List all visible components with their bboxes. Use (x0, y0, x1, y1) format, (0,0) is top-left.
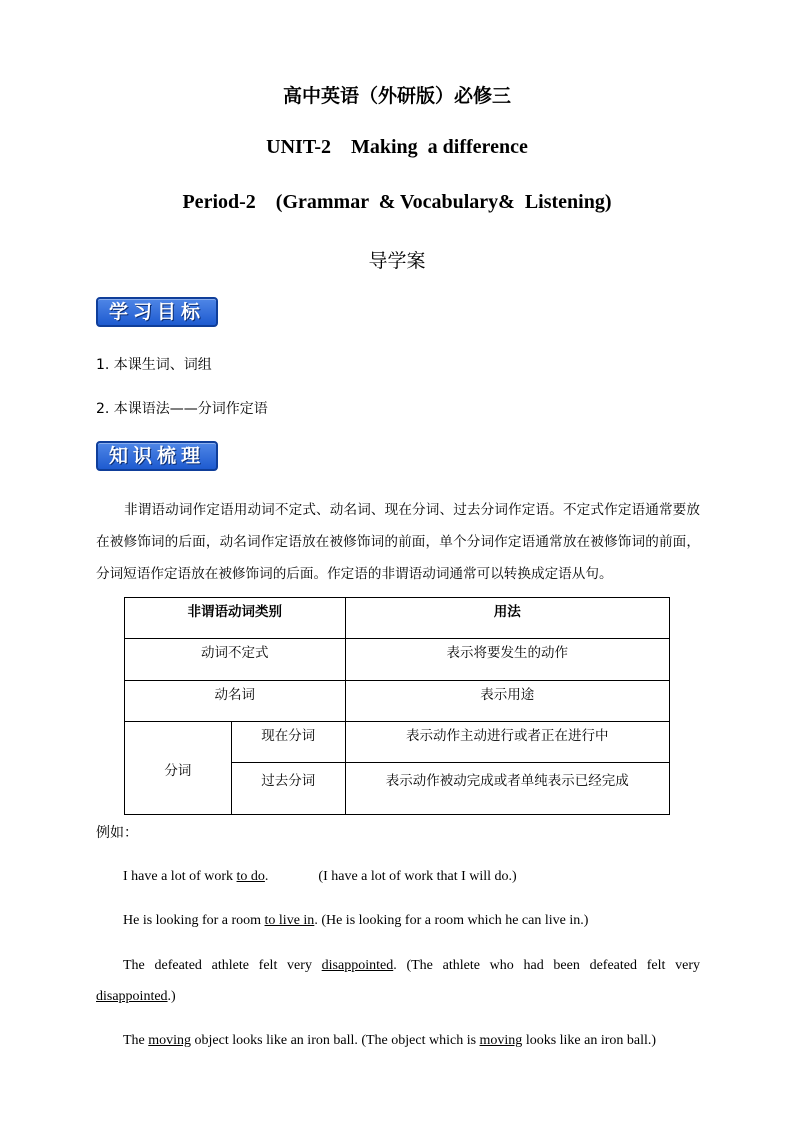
example-text: The defeated athlete felt very (123, 958, 322, 973)
example-text: .) (167, 989, 176, 1004)
goal-item-2: 2. 本课语法——分词作定语 (96, 401, 268, 417)
usage-cell: 表示动作被动完成或者单纯表示已经完成 (345, 763, 669, 815)
example-sentence-2 (96, 905, 700, 936)
example-text: The (123, 1033, 149, 1048)
example-text: He is looking for a room (123, 913, 265, 928)
underlined-phrase: moving (479, 1033, 523, 1048)
example-text: I have a lot of work (123, 869, 237, 884)
type-cell: 动名词 (125, 681, 346, 722)
example-text: object looks like an iron ball. (The object which is (191, 1033, 480, 1048)
unit-title: UNIT-2 Making a difference (266, 136, 528, 158)
usage-cell: 表示将要发生的动作 (345, 639, 669, 681)
guide-subtitle: 导学案 (368, 250, 426, 272)
period-title: Period-2 (Grammar & Vocabulary& Listening) (182, 191, 612, 213)
example-sentence-4 (96, 1025, 700, 1056)
header-type: 非谓语动词类别 (125, 598, 346, 639)
table-header-row (125, 598, 670, 639)
usage-cell: 表示用途 (345, 681, 669, 722)
type-cell: 动词不定式 (125, 639, 346, 681)
example-sentence-1 (96, 861, 700, 892)
example-sentence-3 (96, 950, 700, 1012)
underlined-phrase: to live in (264, 913, 315, 928)
document-title: 高中英语（外研版）必修三 (282, 85, 511, 107)
example-text: . (264, 869, 269, 884)
nonfinite-verb-table (124, 597, 670, 815)
underlined-phrase: moving (148, 1033, 192, 1048)
type-cell: 过去分词 (231, 763, 345, 815)
example-paraphrase: (I have a lot of work that I will do.) (318, 869, 517, 884)
type-cell: 现在分词 (231, 722, 345, 763)
learning-goals-badge: 学习目标 (96, 297, 218, 327)
table-row (125, 722, 670, 763)
grammar-paragraph: 非谓语动词作定语用动词不定式、动名词、现在分词、过去分词作定语。不定式作定语通常要放在被修饰词的后面，动名词作定语放在被修饰词的前面，单个分词作定语通常放在被修饰词的前面，分词短语作定语放在被修饰词的后面。作定语的非谓语动词通常可以转换成定语从句。 (96, 502, 700, 582)
header-usage: 用法 (345, 598, 669, 639)
examples-label: 例如： (96, 825, 138, 841)
table-row (125, 639, 670, 681)
underlined-phrase: disappointed (96, 989, 168, 1004)
example-text: . (The athlete who had been defeated felt very (393, 958, 700, 973)
underlined-phrase: disappointed (321, 958, 394, 973)
example-text: . (He is looking for a room which he can live in.) (314, 913, 589, 928)
knowledge-summary-badge: 知识梳理 (96, 441, 218, 471)
example-text: looks like an iron ball.) (522, 1033, 657, 1048)
participle-cell: 分词 (125, 722, 232, 815)
table-row (125, 681, 670, 722)
underlined-phrase: to do (236, 869, 265, 884)
goal-item-1: 1. 本课生词、词组 (96, 357, 212, 373)
usage-cell: 表示动作主动进行或者正在进行中 (345, 722, 669, 763)
